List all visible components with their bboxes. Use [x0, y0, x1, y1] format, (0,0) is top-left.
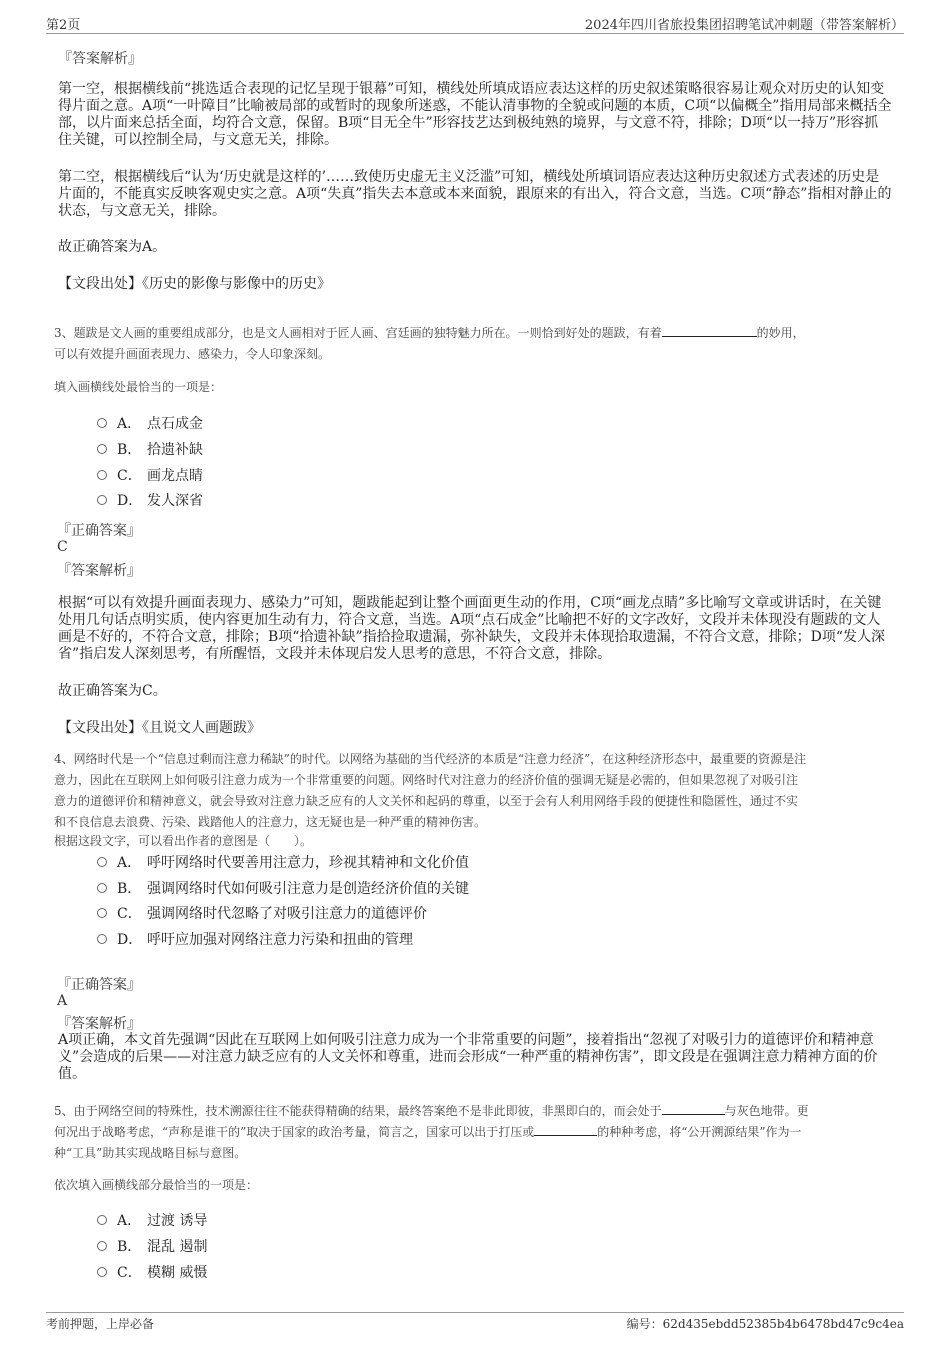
q3-analysis: 根据“可以有效提升画面表现力、感染力”可知，题跋能起到让整个画面更生动的作用，C项“画龙点睛”多比喻写文章或讲话时，在关键处用几句话点明实质，使内容更加生动有力，符合文意，当选。A项“点石成金”比喻把不好的文字改好，文段并未体现没有题跋的文人画是不好的，不符合文意，排除；B项“拾遗补缺”指拾捡取遗漏，弥补缺失，文段并未体现拾取遗漏，不符合文意，排除；D项“发人深省”指启发人深刻思考，有所醒悟，文段并未体现启发人思考的意思，不符合文意，排除。 [58, 595, 885, 662]
q4-stem-line: 和不良信息去浪费、污染、践踏他人的注意力，这无疑也是一种严重的精神伤害。 [54, 815, 487, 829]
q5-stem-text: 何况出于战略考虑，“声称是谁干的”取决于国家的政治考量，简言之，国家可以出于打压或 [54, 1125, 535, 1139]
q5-stem [54, 1101, 900, 1164]
q5-stem-text: 5、由于网络空间的特殊性，技术溯源往往不能获得精确的结果，最终答案绝不是非此即彼，非黑即白的，而会处于 [54, 1104, 662, 1118]
q4-stem-line: 4、网络时代是一个“信息过剩而注意力稀缺”的时代。以网络为基础的当代经济的本质是“注意力经济”，在这种经济形态中，最重要的资源是注 [54, 752, 807, 766]
radio-icon[interactable] [97, 444, 107, 454]
page-header [46, 11, 904, 34]
q5-stem-text: 与灰色地带。更 [724, 1104, 809, 1118]
document-title: 2024年四川省旅投集团招聘笔试冲刺题（带答案解析） [584, 18, 904, 33]
q2-analysis-label: 『答案解析』 [58, 51, 142, 67]
q3-analysis-label: 『答案解析』 [57, 563, 141, 579]
q3-option-b[interactable]: B． 拾遗补缺 [97, 440, 203, 460]
q3-correct-label: 『正确答案』 [57, 523, 141, 539]
q4-question: 根据这段文字，可以看出作者的意图是（ ）。 [54, 834, 313, 848]
q4-stem-line: 意力，因此在互联网上如何吸引注意力成为一个非常重要的问题。网络时代对注意力的经济价值的强调无疑是必需的，但如果忽视了对吸引注 [54, 773, 799, 787]
q2-source: 【文段出处】《历史的影像与影像中的历史》 [58, 276, 331, 292]
q4-analysis-label: 『答案解析』 [57, 1016, 141, 1032]
radio-icon[interactable] [97, 857, 107, 867]
q4-option-a[interactable]: A． 呼吁网络时代要善用注意力，珍视其精神和文化价值 [97, 853, 469, 873]
q4-option-b[interactable]: B． 强调网络时代如何吸引注意力是创造经济价值的关键 [97, 879, 469, 899]
q3-stem [54, 323, 896, 365]
q5-stem-text: 种“工具”助其实现战略目标与意图。 [54, 1146, 247, 1160]
q5-blank-1 [662, 1102, 725, 1115]
q4-option-d[interactable]: D． 呼吁应加强对网络注意力污染和扭曲的管理 [97, 930, 413, 950]
radio-icon[interactable] [97, 908, 107, 918]
radio-icon[interactable] [97, 1267, 107, 1277]
q4-analysis: A项正确，本文首先强调“因此在互联网上如何吸引注意力成为一个非常重要的问题”，接着指出“忽视了对吸引力的道德评价和精神意义”会造成的后果——对注意力缺乏应有的人文关怀和尊重，进而会形成“一种严重的精神伤害”，即文段是在强调注意力精神方面的价值。 [58, 1032, 878, 1082]
radio-icon[interactable] [97, 1215, 107, 1225]
q4-stem-line: 意力的道德评价和精神意义，就会导致对注意力缺乏应有的人文关怀和起码的尊重，以至于会有人利用网络手段的便捷性和隐匿性，通过不实 [54, 794, 799, 808]
radio-icon[interactable] [97, 934, 107, 944]
q5-prompt: 依次填入画横线部分最恰当的一项是： [54, 1178, 259, 1192]
page-number: 第2页 [46, 18, 81, 33]
radio-icon[interactable] [97, 1241, 107, 1251]
q2-conclusion: 故正确答案为A。 [58, 239, 167, 255]
q3-option-c[interactable]: C． 画龙点睛 [97, 466, 203, 486]
q5-option-b[interactable]: B． 混乱 遏制 [97, 1237, 207, 1257]
page-footer [46, 1312, 904, 1337]
q4-option-c[interactable]: C． 强调网络时代忽略了对吸引注意力的道德评价 [97, 904, 427, 924]
radio-icon[interactable] [97, 470, 107, 480]
q3-source: 【文段出处】《且说文人画题跋》 [58, 720, 261, 736]
q3-conclusion: 故正确答案为C。 [58, 683, 167, 699]
document-code: 编号：62d435ebdd52385b4b6478bd47c9c4ea [626, 1317, 904, 1331]
q5-blank-2 [534, 1123, 597, 1136]
q4-correct-label: 『正确答案』 [57, 977, 141, 993]
q3-option-d[interactable]: D． 发人深省 [97, 491, 203, 511]
q3-stem-line2: 可以有效提升画面表现力、感染力，令人印象深刻。 [54, 347, 331, 361]
q3-option-a[interactable]: A． 点石成金 [97, 414, 203, 434]
q4-stem [54, 749, 900, 850]
q2-analysis-para2: 第二空，根据横线后“认为‘历史就是这样的’……致使历史虚无主义泛滥”可知，横线处所填词语应表达这种历史叙述方式表述的历史是片面的，不能真实反映客观史实之意。A项“失真”指失去本意或本来面貌，跟原来的有出入，符合文意，当选。C项“静态”指相对静止的状态，与文意无关，排除。 [58, 169, 892, 219]
radio-icon[interactable] [97, 883, 107, 893]
radio-icon[interactable] [97, 418, 107, 428]
q5-option-c[interactable]: C． 模糊 威慑 [97, 1263, 207, 1283]
q3-prompt: 填入画横线处最恰当的一项是： [54, 380, 223, 394]
footer-slogan: 考前押题，上岸必备 [46, 1317, 155, 1331]
q3-stem-text-after: 的妙用， [756, 326, 805, 340]
q5-stem-text: 的种种考虑，将“公开溯源结果”作为一 [597, 1125, 802, 1139]
q2-analysis-para1: 第一空，根据横线前“挑选适合表现的记忆呈现于银幕”可知，横线处所填成语应表达这样的历史叙述策略很容易让观众对历史的认知变得片面之意。A项“一叶障目”比喻被局部的或暂时的现象所迷惑，不能认清事物的全貌或问题的本质，C项“以偏概全”指用局部来概括全部，以片面来总括全面，均符合文意，保留。B项“目无全牛”形容技艺达到极纯熟的境界，与文意不符，排除；D项“以一持万”形容抓住关键，可以控制全局，与文意无关，排除。 [58, 81, 892, 148]
q3-correct-answer: C [57, 539, 68, 555]
q4-correct-answer: A [57, 993, 68, 1009]
q3-blank [662, 324, 757, 337]
q5-option-a[interactable]: A． 过渡 诱导 [97, 1211, 207, 1231]
q3-stem-text: 3、题跋是文人画的重要组成部分，也是文人画相对于匠人画、宫廷画的独特魅力所在。一则恰到好处的题跋，有着 [54, 326, 662, 340]
radio-icon[interactable] [97, 495, 107, 505]
